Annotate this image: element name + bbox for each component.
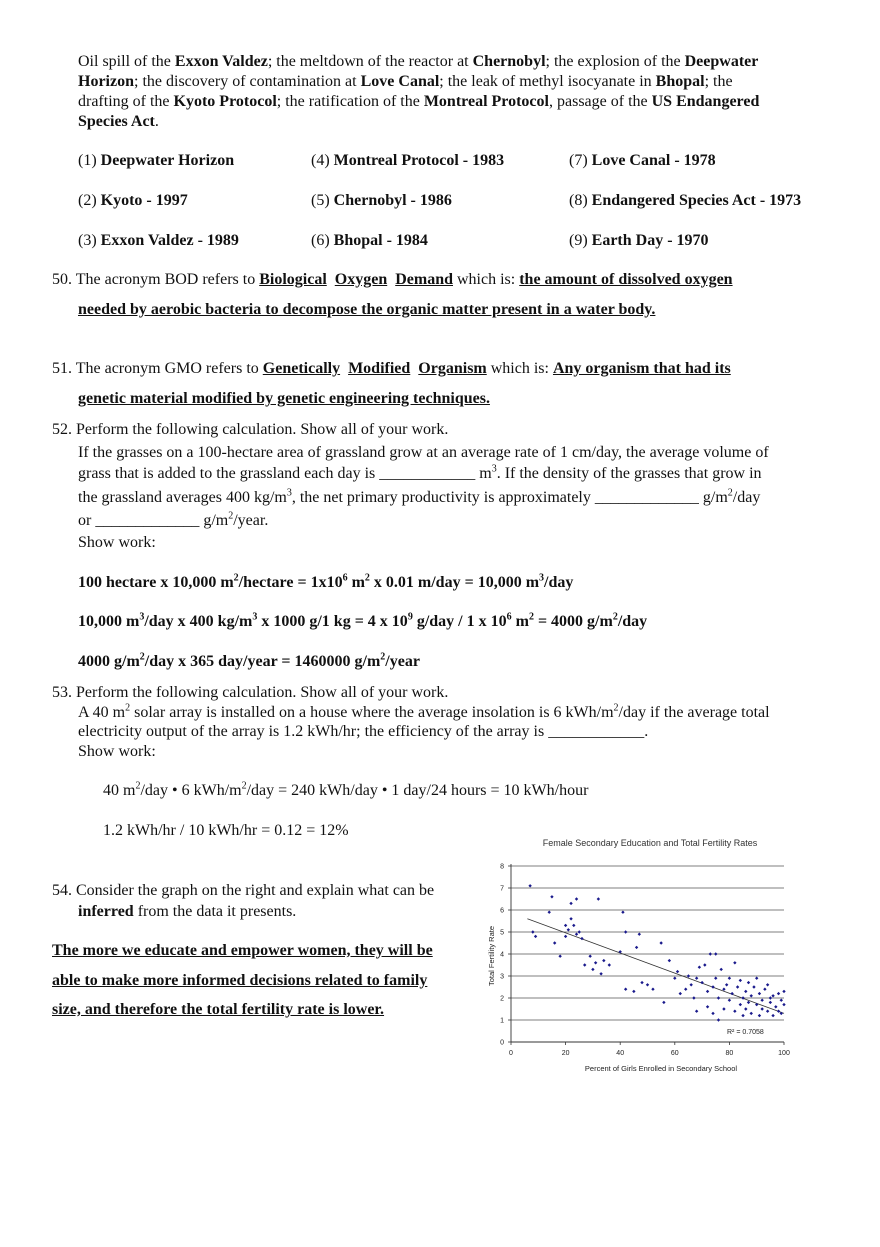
event-item (78, 152, 234, 170)
y-tick-label: 2 (500, 995, 504, 1003)
q53-text: electricity output of the array is 1.2 kWh/hr; the efficiency of the array is ____________. (78, 723, 649, 740)
question-text: 51. The acronym GMO refers to (52, 360, 263, 377)
data-point (578, 930, 581, 933)
data-point (684, 988, 687, 991)
data-point (750, 1012, 753, 1015)
text: , passage of the (548, 93, 652, 110)
intro-line-3 (78, 93, 759, 111)
data-point (771, 1014, 774, 1017)
event-label: Bhopal - 1984 (333, 232, 428, 249)
text: /year (385, 653, 420, 670)
data-point (594, 961, 597, 964)
data-point (711, 985, 714, 988)
text: x 1000 g/1 kg = 4 x 10 (257, 613, 408, 630)
data-point (747, 981, 750, 984)
data-point (711, 1012, 714, 1015)
data-point (739, 1003, 742, 1006)
event-item (569, 232, 709, 250)
q52-text (78, 512, 268, 530)
text: from the data it presents. (133, 903, 297, 920)
data-point (782, 1003, 785, 1006)
chart-trendline (527, 919, 784, 1014)
y-tick-label: 6 (500, 907, 504, 915)
data-point (752, 985, 755, 988)
event-item (78, 232, 239, 250)
term-exxon: Exxon Valdez (174, 53, 268, 70)
text: A 40 m (78, 704, 126, 721)
y-tick-label: 3 (500, 973, 504, 981)
q52-text (78, 465, 762, 483)
answer-text: size, and therefore the total fertility rate is lower. (52, 1001, 385, 1018)
data-point (548, 911, 551, 914)
y-tick-label: 4 (500, 951, 504, 959)
event-label: Love Canal - 1978 (591, 152, 716, 169)
text: 100 hectare x 10,000 m (78, 574, 234, 591)
data-point (744, 1007, 747, 1010)
data-point (728, 977, 731, 980)
event-label: Earth Day - 1970 (591, 232, 709, 249)
term-us-endangered: US Endangered (651, 93, 760, 110)
term-montreal: Montreal Protocol (423, 93, 549, 110)
y-tick-label: 0 (500, 1039, 504, 1047)
data-point (763, 988, 766, 991)
question-54: 54. Consider the graph on the right and explain what can be (52, 882, 435, 899)
data-point (736, 985, 739, 988)
x-tick-label: 0 (509, 1050, 513, 1057)
x-axis-label: Percent of Girls Enrolled in Secondary School (584, 1064, 738, 1073)
data-point (755, 977, 758, 980)
data-point (569, 902, 572, 905)
x-tick-label: 60 (670, 1050, 679, 1057)
data-point (572, 924, 575, 927)
data-point (564, 924, 567, 927)
data-point (528, 884, 531, 887)
data-point (689, 983, 692, 986)
data-point (769, 1001, 772, 1004)
data-point (567, 928, 570, 931)
text: /hectare = 1x10 (238, 574, 343, 591)
event-item (311, 152, 504, 170)
y-tick-label: 8 (500, 863, 504, 871)
superscript: 2 (135, 780, 141, 792)
event-number: (8) (569, 192, 588, 209)
answer-word: Genetically (262, 360, 341, 377)
text: /day = 240 kWh/day • 1 day/24 hours = 10 kWh/hour (246, 782, 589, 799)
data-point (553, 941, 556, 944)
text: m (347, 574, 365, 591)
data-point (575, 933, 578, 936)
data-point (632, 990, 635, 993)
event-label: Montreal Protocol - 1983 (333, 152, 505, 169)
data-point (720, 968, 723, 971)
data-point (769, 996, 772, 999)
text: Oil spill of the (78, 53, 175, 70)
intro-line-2 (78, 73, 733, 91)
superscript: 2 (727, 487, 733, 499)
event-label: Exxon Valdez - 1989 (100, 232, 239, 249)
superscript: 2 (612, 611, 618, 623)
q52-work-line-3 (78, 653, 420, 671)
event-label: Chernobyl - 1986 (333, 192, 452, 209)
data-point (747, 1001, 750, 1004)
superscript: 3 (286, 487, 292, 499)
event-number: (2) (78, 192, 97, 209)
superscript: 6 (342, 572, 348, 584)
event-item (569, 152, 716, 170)
answer-definition: genetic material modified by genetic engineering techniques. (78, 390, 490, 407)
data-point (621, 911, 624, 914)
text: the grassland averages 400 kg/m (78, 489, 287, 506)
data-point (624, 930, 627, 933)
question-54-cont (78, 903, 296, 921)
chart-title: Female Secondary Education and Total Fertility Rates (542, 838, 758, 848)
answer-word: Oxygen (334, 271, 388, 288)
term-love-canal: Love Canal (360, 73, 440, 90)
superscript: 9 (407, 611, 413, 623)
question-51 (52, 360, 731, 378)
question-50-answer-cont (78, 301, 655, 319)
event-number: (6) (311, 232, 330, 249)
data-point (714, 952, 717, 955)
superscript: 2 (241, 780, 247, 792)
x-tick-label: 20 (561, 1050, 570, 1057)
q53-work-line-2: 1.2 kWh/hr / 10 kWh/hr = 0.12 = 12% (103, 822, 349, 839)
text: ; the leak of methyl isocyanate in (439, 73, 656, 90)
answer-word: Modified (348, 360, 411, 377)
fertility-scatter-chart (480, 832, 810, 1077)
event-number: (4) (311, 152, 330, 169)
data-point (741, 1014, 744, 1017)
term-deepwater: Deepwater (684, 53, 759, 70)
answer-definition: the amount of dissolved oxygen (519, 271, 733, 288)
data-point (662, 1001, 665, 1004)
data-point (717, 1018, 720, 1021)
superscript: 3 (539, 572, 545, 584)
chart-x-ticks (509, 1042, 790, 1057)
text: = 4000 g/m (533, 613, 613, 630)
data-point (534, 935, 537, 938)
q52-work-line-1 (78, 574, 573, 592)
event-item (78, 192, 188, 210)
text: solar array is installed on a house where the average insolation is 6 kWh/m (130, 704, 614, 721)
q52-text: If the grasses on a 100-hectare area of grassland grow at an average rate of 1 cm/day, the average volume of (78, 444, 769, 461)
data-point (651, 988, 654, 991)
data-point (777, 1010, 780, 1013)
y-axis-label: Total Fertility Rate (487, 925, 496, 987)
emphasis: inferred (78, 903, 134, 920)
text: ; the meltdown of the reactor at (267, 53, 473, 70)
question-text: which is: (486, 360, 553, 377)
term-bhopal: Bhopal (655, 73, 705, 90)
data-point (635, 946, 638, 949)
term-species-act: Species Act (78, 113, 155, 130)
superscript: 2 (139, 651, 145, 663)
text: 4000 g/m (78, 653, 140, 670)
q53-show-work: Show work: (78, 743, 156, 760)
text: /day (544, 574, 574, 591)
data-point (673, 977, 676, 980)
data-point (597, 897, 600, 900)
text: x 0.01 m/day = 10,000 m (369, 574, 540, 591)
text: ; the explosion of the (545, 53, 685, 70)
event-label: Kyoto - 1997 (100, 192, 188, 209)
answer-word: Organism (418, 360, 487, 377)
data-point (706, 1005, 709, 1008)
data-point (692, 996, 695, 999)
data-point (695, 1010, 698, 1013)
text: m (511, 613, 529, 630)
data-point (771, 994, 774, 997)
answer-word: Biological (259, 271, 327, 288)
text: /day x 365 day/year = 1460000 g/m (144, 653, 381, 670)
data-point (750, 994, 753, 997)
text: ; the (704, 73, 733, 90)
data-point (646, 983, 649, 986)
data-point (703, 963, 706, 966)
data-point (659, 941, 662, 944)
superscript: 2 (613, 702, 619, 714)
text: drafting of the (78, 93, 174, 110)
intro-line-4 (78, 113, 159, 131)
question-52-heading: 52. Perform the following calculation. Show all of your work. (52, 421, 449, 438)
data-point (583, 963, 586, 966)
superscript: 2 (364, 572, 370, 584)
data-point (640, 981, 643, 984)
data-point (741, 996, 744, 999)
data-point (608, 963, 611, 966)
r-squared-label: R² = 0.7058 (727, 1029, 764, 1036)
q52-show-work: Show work: (78, 534, 156, 551)
term-horizon: Horizon (78, 73, 134, 90)
event-number: (9) (569, 232, 588, 249)
data-point (733, 1010, 736, 1013)
text: /day if the average total (618, 704, 770, 721)
chart-y-ticks (500, 864, 511, 1047)
text: 10,000 m (78, 613, 140, 630)
term-chernobyl: Chernobyl (472, 53, 546, 70)
event-number: (5) (311, 192, 330, 209)
answer-text: The more we educate and empower women, they will be (52, 942, 433, 959)
q52-work-line-2 (78, 613, 647, 631)
answer-word: Demand (395, 271, 453, 288)
data-point (777, 992, 780, 995)
event-item (569, 192, 801, 210)
data-point (679, 992, 682, 995)
data-point (758, 992, 761, 995)
event-number: (7) (569, 152, 588, 169)
q53-text (78, 704, 770, 722)
data-point (591, 968, 594, 971)
event-item (311, 232, 428, 250)
question-53-heading: 53. Perform the following calculation. Show all of your work. (52, 684, 449, 701)
superscript: 3 (252, 611, 258, 623)
data-point (760, 999, 763, 1002)
event-item (311, 192, 452, 210)
data-point (698, 966, 701, 969)
superscript: 2 (125, 702, 131, 714)
data-point (558, 955, 561, 958)
data-point (668, 959, 671, 962)
superscript: 2 (528, 611, 534, 623)
text: or _____________ g/m (78, 512, 229, 529)
term-kyoto: Kyoto Protocol (173, 93, 277, 110)
x-tick-label: 100 (778, 1050, 790, 1057)
superscript: 2 (228, 510, 234, 522)
question-51-answer-cont (78, 390, 490, 408)
q54-answer-line (52, 942, 433, 960)
y-tick-label: 1 (500, 1017, 504, 1025)
q54-answer-line (52, 972, 427, 990)
data-point (744, 990, 747, 993)
data-point (725, 983, 728, 986)
data-point (780, 999, 783, 1002)
q52-text (78, 489, 760, 507)
data-point (782, 990, 785, 993)
data-point (766, 1010, 769, 1013)
answer-definition: needed by aerobic bacteria to decompose the organic matter present in a water body. (78, 301, 656, 318)
superscript: 6 (506, 611, 512, 623)
data-point (599, 972, 602, 975)
data-point (676, 970, 679, 973)
superscript: 2 (233, 572, 239, 584)
superscript: 2 (380, 651, 386, 663)
text: g/day / 1 x 10 (412, 613, 507, 630)
superscript: 3 (139, 611, 145, 623)
data-point (575, 897, 578, 900)
y-tick-label: 7 (500, 885, 504, 893)
q54-answer-line (52, 1001, 384, 1019)
text: 40 m (103, 782, 136, 799)
superscript: 3 (491, 463, 497, 475)
question-text: which is: (453, 271, 520, 288)
q53-work-line-1 (103, 782, 588, 800)
text: /day x 400 kg/m (144, 613, 253, 630)
data-point (706, 990, 709, 993)
data-point (564, 935, 567, 938)
text: /day • 6 kWh/m (140, 782, 242, 799)
data-point (739, 979, 742, 982)
text: /year. (233, 512, 269, 529)
text: /day (732, 489, 761, 506)
data-point (569, 917, 572, 920)
text: /day (617, 613, 648, 630)
question-text: 50. The acronym BOD refers to (52, 271, 260, 288)
data-point (602, 959, 605, 962)
data-point (624, 988, 627, 991)
data-point (760, 1007, 763, 1010)
chart-points (528, 884, 785, 1022)
answer-text: able to make more informed decisions related to family (52, 972, 428, 989)
data-point (638, 933, 641, 936)
y-tick-label: 5 (500, 929, 504, 937)
data-point (722, 988, 725, 991)
trend-line (527, 919, 784, 1014)
text: , the net primary productivity is approximately _____________ g/m (291, 489, 728, 506)
text: grass that is added to the grassland each day is ____________ m (78, 465, 492, 482)
data-point (717, 996, 720, 999)
data-point (531, 930, 534, 933)
answer-definition: Any organism that had its (552, 360, 731, 377)
x-tick-label: 40 (616, 1050, 625, 1057)
text: . If the density of the grasses that grow in (496, 465, 762, 482)
data-point (774, 1005, 777, 1008)
text: ; the discovery of contamination at (134, 73, 361, 90)
event-number: (3) (78, 232, 97, 249)
data-point (550, 895, 553, 898)
data-point (695, 977, 698, 980)
data-point (733, 961, 736, 964)
event-label: Deepwater Horizon (100, 152, 235, 169)
x-tick-label: 80 (725, 1050, 734, 1057)
text: ; the ratification of the (276, 93, 424, 110)
event-number: (1) (78, 152, 97, 169)
event-label: Endangered Species Act - 1973 (591, 192, 802, 209)
text: . (154, 113, 159, 130)
data-point (722, 1007, 725, 1010)
data-point (687, 974, 690, 977)
intro-line-1 (78, 53, 758, 71)
data-point (758, 1014, 761, 1017)
data-point (766, 983, 769, 986)
data-point (709, 952, 712, 955)
data-point (588, 955, 591, 958)
data-point (728, 999, 731, 1002)
data-point (714, 977, 717, 980)
question-50 (52, 271, 733, 289)
